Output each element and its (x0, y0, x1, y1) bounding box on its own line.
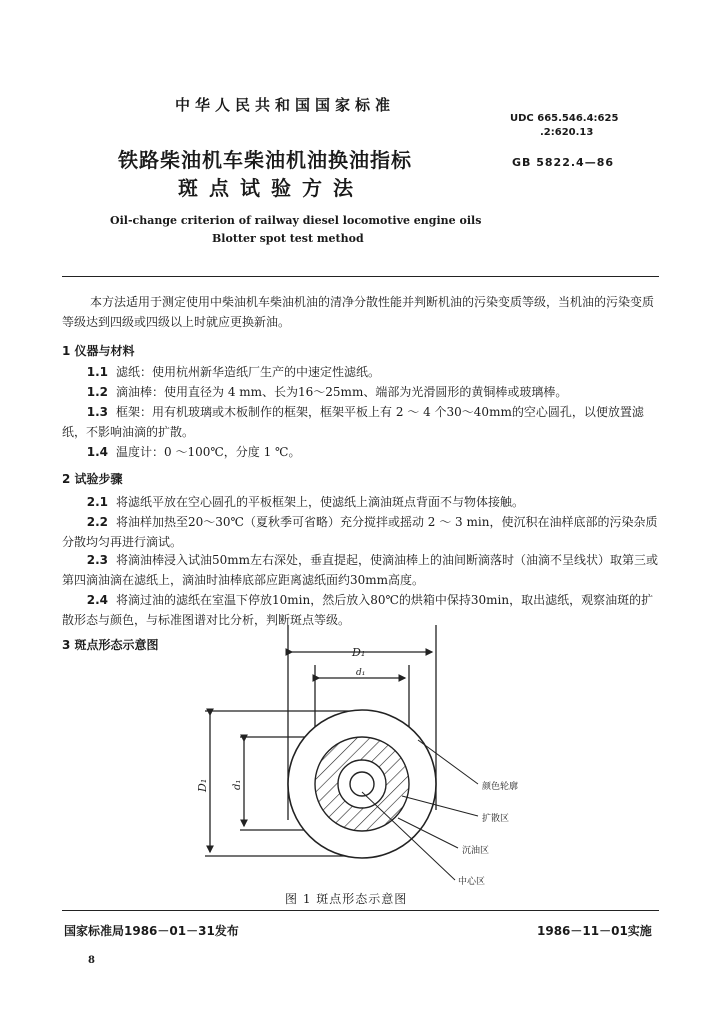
title-line-1: 铁路柴油机车柴油机油换油指标 (118, 148, 412, 172)
footer-divider (62, 910, 659, 911)
item-number: 1.3 (86, 405, 108, 419)
title-line-2: 斑点试验方法 (178, 176, 364, 200)
item-number: 1.1 (86, 365, 108, 379)
label-inner-vertical: d₁ (232, 779, 243, 790)
english-title-line-2: Blotter spot test method (212, 232, 364, 245)
english-title-line-1: Oil-change criterion of railway diesel locomotive engine oils (110, 214, 482, 227)
item-text: 将油样加热至20～30℃（夏秋季可省略）充分搅拌或摇动 2 ～ 3 min，使沉积在油样底部的污染杂质分散均匀再进行滴试。 (62, 515, 658, 549)
intro-paragraph: 本方法适用于测定使用中柴油机车柴油机油的清净分散性能并判断机油的污染变质等级，当机油的污染变质等级达到四级或四级以上时就应更换新油。 (62, 295, 655, 329)
implementation-date: 1986－11－01实施 (537, 924, 652, 938)
item-text: 将滴油棒浸入试油50mm左右深处，垂直提起，使滴油棒上的油间断滴落时（油滴不呈线状）取第三或第四滴油滴在滤纸上，滴油时油棒底部应距离滤纸面约30mm高度。 (62, 553, 659, 587)
item-number: 2.1 (86, 495, 108, 509)
standard-number: GB 5822.4—86 (512, 156, 614, 169)
label-outer-vertical: D₁ (196, 778, 209, 792)
item-number: 1.2 (86, 385, 108, 399)
udc-line-2: .2:620.13 (540, 127, 594, 138)
item-text: 滴油棒：使用直径为 4 mm、长为16～25mm、端部为光滑圆形的黄铜棒或玻璃棒。 (116, 385, 568, 399)
figure-caption: 图 1 斑点形态示意图 (285, 892, 408, 906)
issuing-authority: 中华人民共和国国家标准 (175, 96, 396, 114)
label-diffusion-zone: 扩散区 (482, 814, 510, 824)
item-number: 2.3 (86, 553, 108, 567)
item-text: 将滴过油的滤纸在室温下停放10min，然后放入80℃的烘箱中保持30min，取出滤纸，观察油斑的扩散形态与颜色，与标准图谱对比分析，判断斑点等级。 (62, 593, 654, 627)
page-number: 8 (88, 955, 95, 966)
item-text: 滤纸：使用杭州新华造纸厂生产的中速定性滤纸。 (116, 365, 381, 379)
label-inner-diameter: d₁ (356, 668, 366, 678)
item-text: 温度计：0 ～100℃，分度 1 ℃。 (116, 445, 301, 459)
label-outer-diameter: D₁ (352, 646, 366, 659)
section-3-heading: 3 斑点形态示意图 (62, 638, 159, 652)
udc-line-1: UDC 665.546.4:625 (510, 113, 619, 124)
section-2-heading: 2 试验步骤 (62, 472, 123, 486)
item-text: 框架：用有机玻璃或木板制作的框架，框架平板上有 2 ～ 4 个30～40mm的空心圆孔，以便放置滤纸，不影响油滴的扩散。 (62, 405, 644, 439)
item-text: 将滤纸平放在空心圆孔的平板框架上，使滤纸上滴油斑点背面不与物体接触。 (116, 495, 525, 509)
label-center-zone: 中心区 (458, 877, 486, 887)
item-number: 2.2 (86, 515, 108, 529)
label-deposit-zone: 沉油区 (462, 846, 490, 856)
issue-date: 国家标准局1986－01－31发布 (64, 924, 239, 938)
section-1-heading: 1 仪器与材料 (62, 344, 135, 358)
item-number: 1.4 (86, 445, 108, 459)
item-number: 2.4 (86, 593, 108, 607)
label-color-outline: 颜色轮廓 (482, 782, 519, 792)
